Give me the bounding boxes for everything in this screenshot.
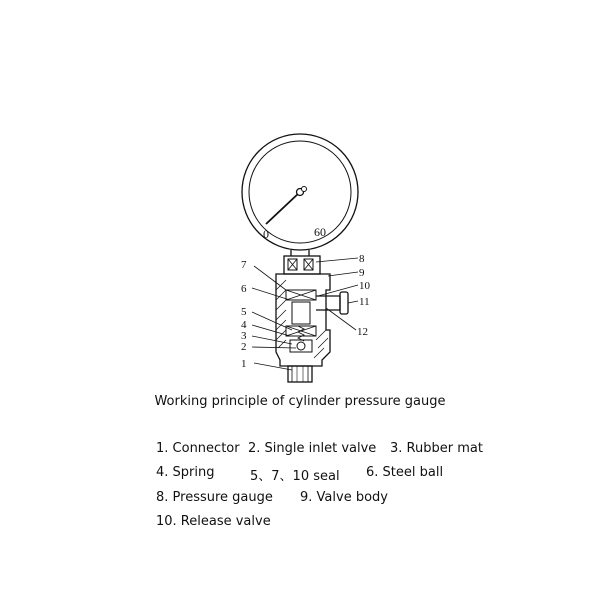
steel-ball xyxy=(297,342,305,350)
callout-1: 1 xyxy=(241,358,247,370)
callout-12: 12 xyxy=(357,326,368,338)
callout-6: 6 xyxy=(241,283,247,295)
legend-item-seal: 5、7、10 seal xyxy=(250,469,340,484)
callout-8: 8 xyxy=(359,253,365,265)
callout-7: 7 xyxy=(241,259,247,271)
callout-5: 5 xyxy=(241,306,247,318)
legend-item-inlet-valve: 2. Single inlet valve xyxy=(248,441,377,456)
release-knob xyxy=(340,292,348,314)
legend-item-pressure-gauge: 8. Pressure gauge xyxy=(156,490,273,505)
legend-item-spring: 4. Spring xyxy=(156,465,215,480)
gauge-max-label: 60 xyxy=(314,225,326,239)
gauge-min-label: 0 xyxy=(263,227,269,241)
legend-row-4 xyxy=(156,514,271,544)
callout-3: 3 xyxy=(241,330,247,342)
callout-10: 10 xyxy=(359,280,370,292)
legend-item-rubber-mat: 3. Rubber mat xyxy=(390,441,483,456)
legend-item-valve-body: 9. Valve body xyxy=(300,490,388,505)
release-valve xyxy=(316,296,340,310)
callout-11: 11 xyxy=(359,296,370,308)
gauge-needle xyxy=(266,192,300,224)
legend-item-connector: 1. Connector xyxy=(156,441,240,456)
callout-2: 2 xyxy=(241,341,247,353)
legend-item-release-valve: 10. Release valve xyxy=(156,514,271,529)
callout-9: 9 xyxy=(359,267,365,279)
legend-item-steel-ball: 6. Steel ball xyxy=(366,465,444,480)
spring xyxy=(298,326,304,341)
callout-4: 4 xyxy=(241,319,247,331)
figure-caption: Working principle of cylinder pressure gauge xyxy=(154,394,446,409)
